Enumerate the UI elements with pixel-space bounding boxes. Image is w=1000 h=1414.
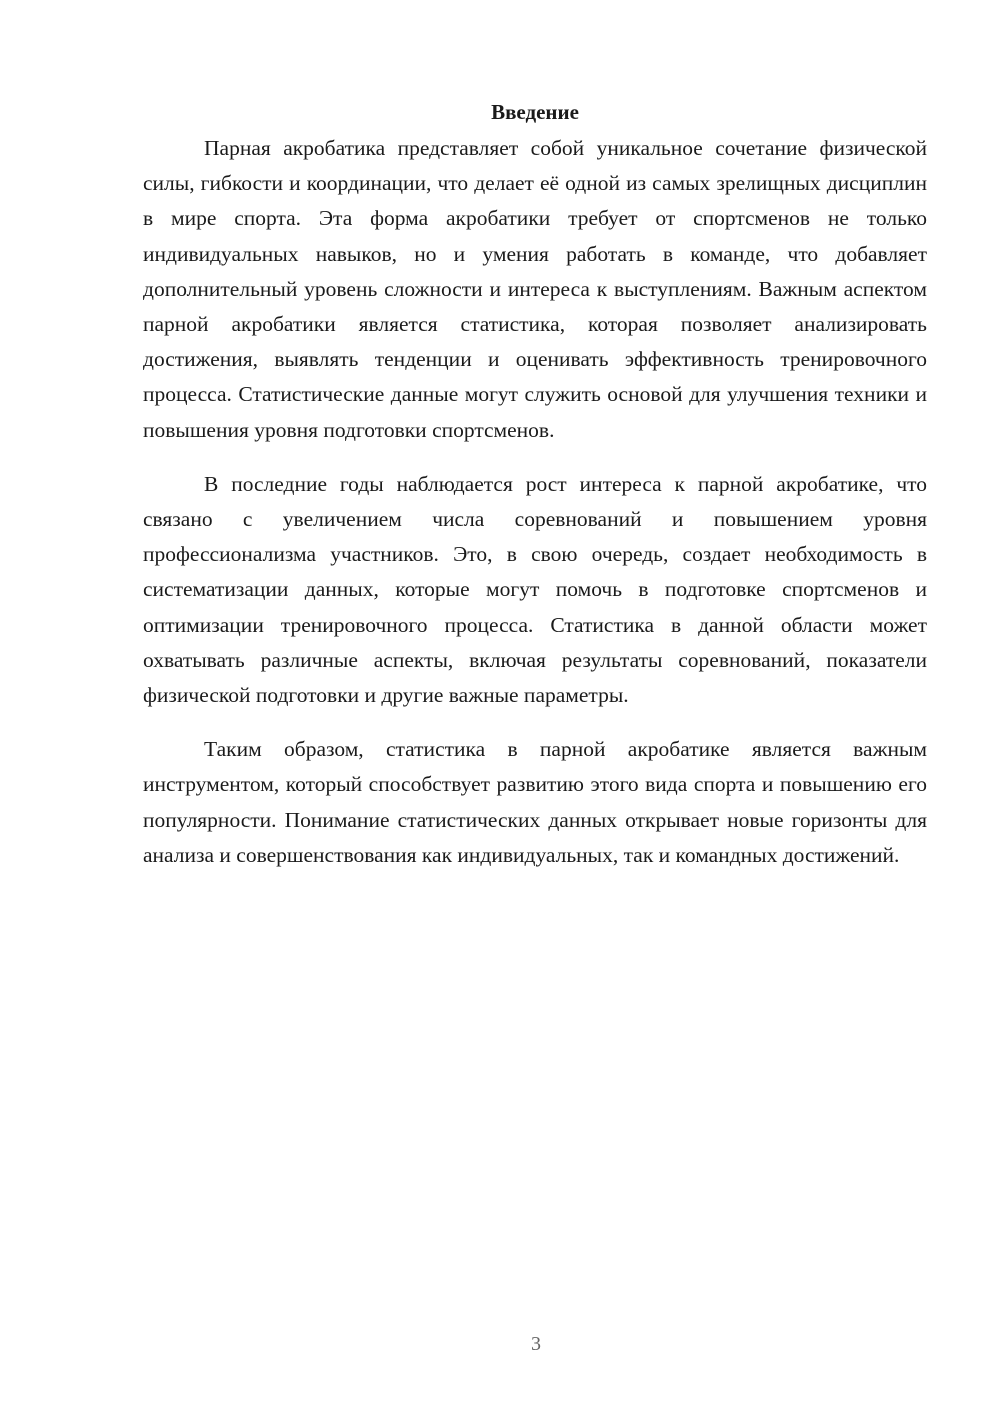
page-number: 3: [531, 1333, 541, 1355]
paragraph-3: Таким образом, статистика в парной акробатике является важным инструментом, который способствует развитию этого вида спорта и повышению его популярности. Понимание статистических данных открывает новые горизонты для анализа и совершенствования как индивидуальных, так и командных достижений.: [143, 737, 927, 867]
section-heading: Введение: [491, 100, 579, 124]
paragraph-2: В последние годы наблюдается рост интереса к парной акробатике, что связано с увеличением числа соревнований и повышением уровня профессионализма участников. Это, в свою очередь, создает необходимость в систематизации данных, которые могут помочь в подготовке спортсменов и оптимизации тренировочного процесса. Статистика в данной области может охватывать различные аспекты, включая результаты соревнований, показатели физической подготовки и другие важные параметры.: [143, 471, 927, 708]
page-content: [143, 97, 927, 892]
paragraph-1: Парная акробатика представляет собой уникальное сочетание физической силы, гибкости и координации, что делает её одной из самых зрелищных дисциплин в мире спорта. Эта форма акробатики требует от спортсменов не только индивидуальных навыков, но и умения работать в команде, что добавляет дополнительный уровень сложности и интереса к выступлениям. Важным аспектом парной акробатики является статистика, которая позволяет анализировать достижения, выявлять тенденции и оценивать эффективность тренировочного процесса. Статистические данные могут служить основой для улучшения техники и повышения уровня подготовки спортсменов.: [143, 136, 927, 442]
